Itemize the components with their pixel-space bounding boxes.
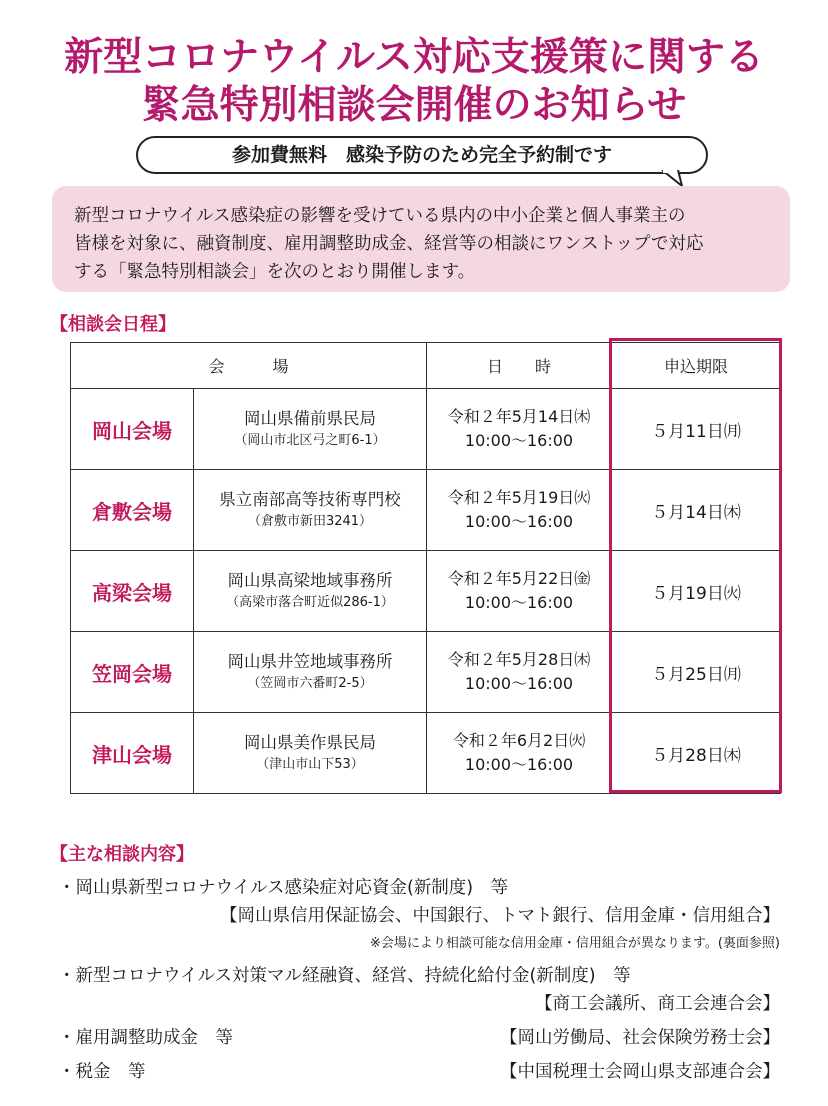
event-time: 10:00～16:00 xyxy=(464,431,574,450)
place-name: 岡山県井笠地域事務所 xyxy=(227,652,393,671)
consult-item: ・新型コロナウイルス対策マル経融資、経営、持続化給付金(新制度) 等 xyxy=(58,966,631,986)
table-row xyxy=(71,389,781,470)
consult-item: ・岡山県新型コロナウイルス感染症対応資金(新制度) 等 xyxy=(58,878,509,898)
table-row xyxy=(71,551,781,632)
event-time: 10:00～16:00 xyxy=(464,512,574,531)
consult-orgs: 【商工会議所、商工会連合会】 xyxy=(535,994,780,1014)
header-venue: 会 場 xyxy=(71,343,427,389)
place-address: （倉敷市新田3241） xyxy=(247,514,373,529)
intro-line: する「緊急特別相談会」を次のとおり開催します。 xyxy=(74,262,476,282)
venue-name: 高梁会場 xyxy=(71,551,194,632)
venue-place xyxy=(194,551,427,632)
venue-datetime xyxy=(427,713,612,794)
place-address: （高梁市落合町近似286-1） xyxy=(226,595,394,610)
venue-name: 笠岡会場 xyxy=(71,632,194,713)
table-header-row xyxy=(71,343,781,389)
place-name: 岡山県美作県民局 xyxy=(244,733,376,752)
place-address: （笠岡市六番町2-5） xyxy=(247,676,373,691)
deadline: ５月14日㈭ xyxy=(612,470,781,551)
venue-place xyxy=(194,470,427,551)
venue-name: 倉敷会場 xyxy=(71,470,194,551)
venue-datetime xyxy=(427,470,612,551)
event-date: 令和２年5月19日㈫ xyxy=(447,488,591,507)
consult-note: ※会場により相談可能な信用金庫・信用組合が異なります。(裏面参照) xyxy=(370,936,780,951)
consult-item: ・雇用調整助成金 等 xyxy=(58,1028,233,1048)
intro-line: 新型コロナウイルス感染症の影響を受けている県内の中小企業と個人事業主の xyxy=(74,206,686,226)
place-address: （岡山市北区弓之町6-1） xyxy=(234,433,386,448)
venue-place xyxy=(194,389,427,470)
notice-bubble: 参加費無料 感染予防のため完全予約制です xyxy=(136,136,708,174)
header-date: 日 時 xyxy=(427,343,612,389)
venue-name: 津山会場 xyxy=(71,713,194,794)
venue-datetime xyxy=(427,389,612,470)
event-date: 令和２年5月14日㈭ xyxy=(447,407,591,426)
deadline: ５月25日㈪ xyxy=(612,632,781,713)
schedule-table xyxy=(70,342,781,794)
place-name: 県立南部高等技術専門校 xyxy=(219,490,401,509)
table-row xyxy=(71,470,781,551)
deadline: ５月11日㈪ xyxy=(612,389,781,470)
consult-heading: 【主な相談内容】 xyxy=(50,844,194,865)
event-date: 令和２年5月22日㈮ xyxy=(447,569,591,588)
venue-place xyxy=(194,713,427,794)
place-address: （津山市山下53） xyxy=(256,757,364,772)
place-name: 岡山県高梁地域事務所 xyxy=(227,571,393,590)
venue-name: 岡山会場 xyxy=(71,389,194,470)
venue-datetime xyxy=(427,551,612,632)
venue-datetime xyxy=(427,632,612,713)
event-time: 10:00～16:00 xyxy=(464,674,574,693)
deadline: ５月19日㈫ xyxy=(612,551,781,632)
deadline: ５月28日㈭ xyxy=(612,713,781,794)
table-row xyxy=(71,632,781,713)
consult-orgs: 【岡山労働局、社会保険労務士会】 xyxy=(500,1028,780,1048)
place-name: 岡山県備前県民局 xyxy=(244,409,376,428)
event-time: 10:00～16:00 xyxy=(464,593,574,612)
intro-line: 皆様を対象に、融資制度、雇用調整助成金、経営等の相談にワンストップで対応 xyxy=(74,234,704,254)
event-date: 令和２年5月28日㈭ xyxy=(447,650,591,669)
consult-orgs: 【中国税理士会岡山県支部連合会】 xyxy=(500,1062,780,1082)
header-deadline: 申込期限 xyxy=(612,343,781,389)
table-row xyxy=(71,713,781,794)
event-date: 令和２年6月2日㈫ xyxy=(452,731,586,750)
consult-item: ・税金 等 xyxy=(58,1062,146,1082)
page-title-line2: 緊急特別相談会開催のお知らせ xyxy=(141,83,687,128)
schedule-heading: 【相談会日程】 xyxy=(50,314,176,335)
consult-orgs: 【岡山県信用保証協会、中国銀行、トマト銀行、信用金庫・信用組合】 xyxy=(220,906,780,926)
event-time: 10:00～16:00 xyxy=(464,755,574,774)
intro-box xyxy=(52,186,790,292)
venue-place xyxy=(194,632,427,713)
page-title-line1: 新型コロナウイルス対応支援策に関する xyxy=(64,35,764,80)
